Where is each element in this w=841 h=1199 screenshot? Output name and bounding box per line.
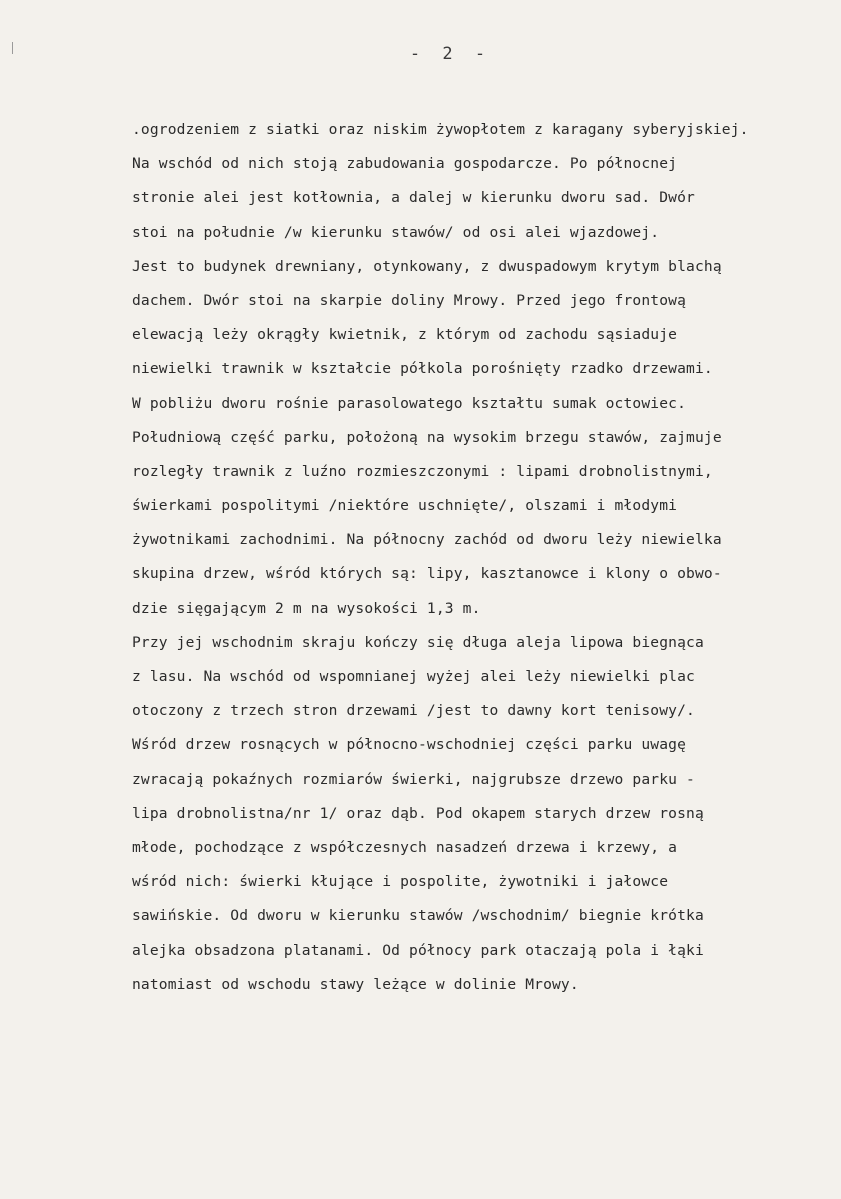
text-line: dachem. Dwór stoi na skarpie doliny Mrowy. Przed jego frontową xyxy=(132,291,687,309)
text-line: z lasu. Na wschód od wspomnianej wyżej alei leży niewielki plac xyxy=(132,668,695,685)
text-line: elewacją leży okrągły kwietnik, z którym od zachodu sąsiaduje xyxy=(132,326,678,344)
text-line: W pobliżu dworu rośnie parasolowatego kształtu sumak octowiec. xyxy=(132,394,687,412)
text-line: dzie sięgającym 2 m na wysokości 1,3 m. xyxy=(132,599,481,617)
text-line: wśród nich: świerki kłujące i pospolite, żywotniki i jałowce xyxy=(132,873,669,891)
text-line: sawińskie. Od dworu w kierunku stawów /wschodnim/ biegnie krótka xyxy=(132,907,704,925)
body-text xyxy=(132,113,832,1002)
text-line: Przy jej wschodnim skraju kończy się długa aleja lipowa biegnąca xyxy=(132,633,704,651)
text-line: Na wschód od nich stoją zabudowania gospodarcze. Po północnej xyxy=(132,155,678,173)
text-line: Południową część parku, położoną na wysokim brzegu stawów, zajmuje xyxy=(132,428,722,446)
text-line: Jest to budynek drewniany, otynkowany, z dwuspadowym krytym blachą xyxy=(132,257,722,275)
text-line: Wśród drzew rosnących w północno-wschodniej części parku uwagę xyxy=(132,736,687,754)
page-number: - 2 - xyxy=(409,44,492,64)
text-line: alejka obsadzona platanami. Od północy park otaczają pola i łąki xyxy=(132,941,704,959)
text-line: stoi na południe /w kierunku stawów/ od osi alei wjazdowej. xyxy=(132,223,660,241)
text-line: młode, pochodzące z współczesnych nasadzeń drzewa i krzewy, a xyxy=(132,838,678,856)
text-line: stronie alei jest kotłownia, a dalej w kierunku dworu sad. Dwór xyxy=(132,189,695,207)
text-line: niewielki trawnik w kształcie półkola porośnięty rzadko drzewami. xyxy=(132,360,713,378)
text-line: otoczony z trzech stron drzewami /jest to dawny kort tenisowy/. xyxy=(132,702,695,720)
text-line: rozległy trawnik z luźno rozmieszczonymi : lipami drobnolistnymi, xyxy=(132,462,713,480)
text-line: skupina drzew, wśród których są: lipy, kasztanowce i klony o obwo- xyxy=(132,565,722,583)
text-line: zwracają pokaźnych rozmiarów świerki, najgrubsze drzewo parku - xyxy=(132,770,695,788)
text-line: świerkami pospolitymi /niektóre uschnięte/, olszami i młodymi xyxy=(132,497,678,515)
text-line: żywotnikami zachodnimi. Na północny zachód od dworu leży niewielka xyxy=(132,531,722,549)
text-line: lipa drobnolistna/nr 1/ oraz dąb. Pod okapem starych drzew rosną xyxy=(132,804,704,822)
text-line: .ogrodzeniem z siatki oraz niskim żywopłotem z karagany syberyjskiej. xyxy=(132,121,749,138)
text-line: natomiast od wschodu stawy leżące w dolinie Mrowy. xyxy=(132,975,579,993)
